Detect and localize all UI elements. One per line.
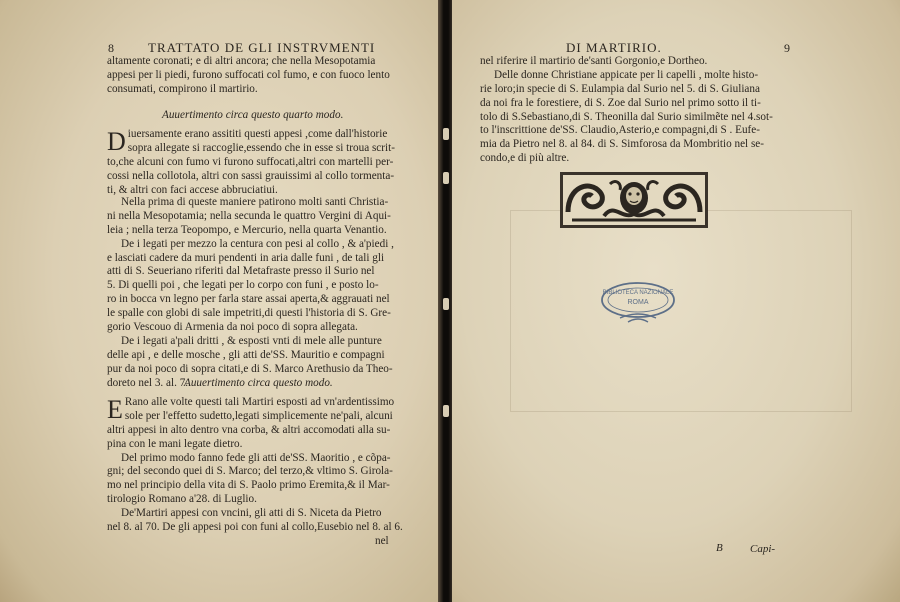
text-line: e lasciati cadere da muri pendenti in aria dalle funi , de tali gli [107, 251, 385, 264]
text-line: doreto nel 3. al. 7. [107, 376, 189, 389]
text-line: De i legati per mezzo la centura con pesi al collo , & a'piedi , [121, 237, 394, 250]
binding-stitch [443, 172, 449, 184]
paragraph-2 [107, 196, 394, 390]
text-line: consumati, compirono il martirio. [107, 82, 258, 95]
section-rubric: Auuertimento circa questo modo. [184, 377, 333, 389]
text-line: nel 8. al 70. De gli appesi poi con funi al collo,Eusebio nel 8. al 6. [107, 521, 403, 534]
catchword: Capi- [750, 543, 776, 555]
text-line: sopra allegate si raccoglie,essendo che in esse si troua scrit- [127, 141, 395, 154]
text-line: sole per l'effetto sudetto,legati simplicemente ne'pali, alcuni [124, 409, 393, 422]
library-stamp-icon [598, 280, 678, 326]
bleed-through-frame [510, 210, 852, 412]
text-line: ro in bocca vn legno per farla stare assai aperta,& aggrauati nel [107, 293, 390, 306]
paragraph-3 [107, 396, 403, 549]
left-page [0, 0, 440, 602]
paragraph-1 [107, 128, 394, 197]
binding-stitch [443, 128, 449, 140]
text-line: pina con le mani legate dietro. [107, 437, 243, 450]
continued-text [107, 55, 390, 97]
text-line: cossi nella collotola, altri con sassi grauissimi al collo tormenta- [107, 169, 395, 182]
text-line: ni nella Mesopotamia; nella secunda le quattro Vergini di Aqui- [107, 209, 391, 222]
text-line: condo,e di più altre. [480, 152, 570, 165]
running-head: TRATTATO DE GLI INSTRVMENTI [148, 40, 376, 55]
stamp-text: BIBLIOTECA NAZIONALE [602, 290, 674, 296]
text-line: mia da Pietro nel 8. al 84. di S. Simforosa da Mombritio nel se- [480, 138, 764, 151]
binding-stitch [443, 298, 449, 310]
text-line: nel riferire il martirio de'santi Gorgonio,e Dortheo. [480, 55, 708, 67]
text-line: mo nel principio della vita di S. Paolo primo Eremita,& il Mar- [107, 479, 390, 492]
section-rubric: Auuertimento circa questo quarto modo. [162, 109, 344, 121]
text-line: Nella prima di queste maniere patirono molti santi Christia- [121, 196, 389, 208]
running-head: DI MARTIRIO. [566, 40, 662, 55]
text-line: tirologio Romano a'28. di Luglio. [107, 493, 257, 506]
text-line: nel [375, 534, 389, 547]
text-line: 5. Di quelli poi , che legati per lo corpo con funi , e posto lo- [107, 279, 379, 292]
text-line: iuersamente erano assititi questi appesi ,come dall'historie [127, 128, 388, 140]
binding-stitch [443, 405, 449, 417]
text-line: delle api , e delle mosche , gli atti de'SS. Mauritio e compagni [107, 348, 385, 361]
text-line: Rano alle volte questi tali Martiri esposti ad vn'ardentissimo [124, 396, 395, 408]
signature-mark: B [716, 542, 723, 554]
text-line: leia ; nella terza Teopompo, e Mercurio, nella quarta Venantio. [107, 223, 387, 236]
text-line: le spalle con globi di sale impetriti,di questi l'historia di S. Gre- [107, 307, 391, 320]
text-line: to,che alcuni con fumo vi furono suffocati,altri con martelli per- [107, 155, 394, 168]
text-line: rie loro;in specie di S. Eulampia dal Surio nel 5. di S. Giuliana [480, 82, 760, 95]
stamp-text: ROMA [627, 299, 649, 306]
drop-capital: D [107, 127, 126, 156]
text-line: pur da noi poco di sopra citati,e di S. Marco Arethusio da Theo- [107, 362, 393, 375]
text-line: gorio Vescouo di Armenia da noi poco di sopra allegata. [107, 321, 358, 334]
page-number: 9 [784, 41, 790, 55]
text-line: tolo di S.Sebastiano,di S. Theonilla dal Surio similmẽte nel 4.sot- [480, 110, 773, 123]
text-line: da noi fra le forestiere, di S. Zoe dal Surio nel primo sotto il ti- [480, 96, 761, 109]
text-line: De'Martiri appesi con vncini, gli atti di S. Niceta da Pietro [121, 507, 382, 520]
ornament-vignette-icon [560, 172, 708, 228]
page-number: 8 [108, 41, 114, 55]
right-text-block [480, 55, 773, 166]
text-line: altri appesi in alto dentro vna corba, & altri accomodati alla su- [107, 423, 391, 436]
text-line: appesi per li piedi, furono suffocati col fumo, e con fuoco lento [107, 68, 390, 81]
text-line: ti, & altri con faci accese abbruciatiui. [107, 183, 278, 196]
text-line: Del primo modo fanno fede gli atti de'SS. Maoritio , e cõpa- [121, 451, 391, 464]
text-line: De i legati a'pali dritti , & esposti vnti di mele alle punture [121, 334, 382, 347]
drop-capital: E [107, 395, 123, 424]
text-line: Delle donne Christiane appicate per li capelli , molte histo- [494, 68, 759, 81]
text-line: to l'inscrittione de'SS. Claudio,Asterio,e compagni,di S . Eufe- [480, 124, 760, 137]
text-line: altamente coronati; e di altri ancora; che nella Mesopotamia [107, 55, 376, 67]
text-line: atti di S. Seueriano riferiti dal Metafraste presso il Surio nel [107, 265, 375, 278]
text-line: gni; del secondo quei di S. Marco; del terzo,& vltimo S. Girola- [107, 465, 393, 478]
